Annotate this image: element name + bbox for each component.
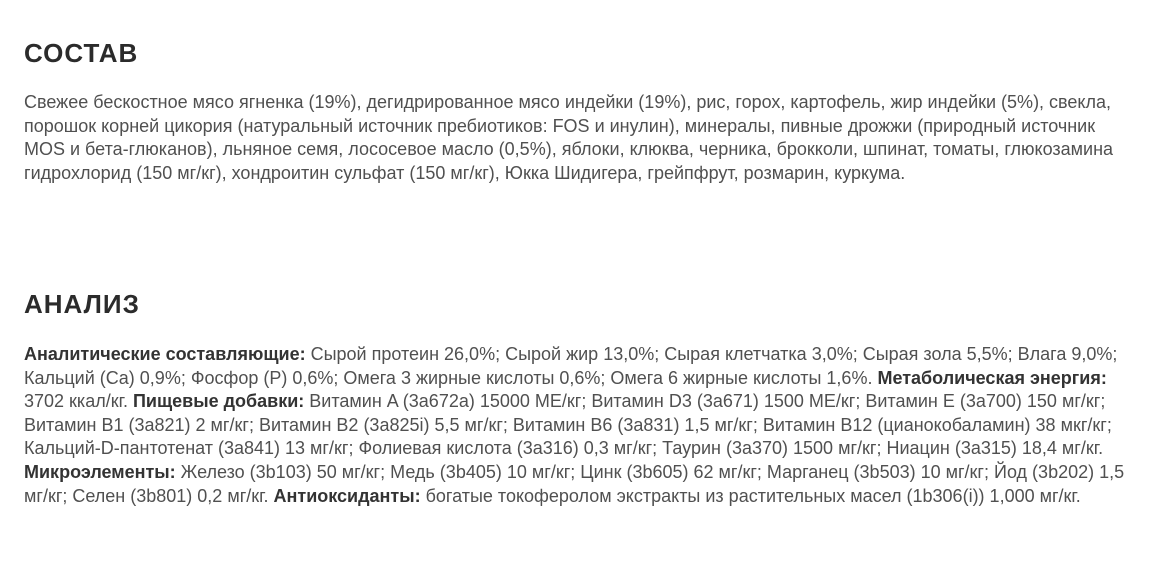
- analysis-heading: АНАЛИЗ: [24, 289, 140, 319]
- trace-elements-label: Микроэлементы:: [24, 461, 176, 482]
- antioxidants-value: богатые токоферолом экстракты из растительных масел (1b306(i)) 1,000 мг/кг.: [420, 485, 1081, 506]
- nutritional-additives-value: Витамин A (3a672a) 15000 МЕ/кг; Витамин D3 (3a671) 1500 МЕ/кг; Витамин E (3a700) 150 мг/кг; Витамин B1 (3a821) 2 мг/кг; Витамин B2 (3a825i) 5,5 мг/кг; Витамин B6 (3a831) 1,5 мг/кг; Витамин B12 (цианокобаламин) 38 мкг/кг; Кальций-D-пантотенат (3a841) 13 мг/кг; Фолиевая кислота (3a316) 0,3 мг/кг; Таурин (3a370) 1500 мг/кг; Ниацин (3a315) 18,4 мг/кг.: [24, 391, 1112, 459]
- metabolic-energy-value: 3702 ккал/кг.: [24, 391, 133, 412]
- composition-text: Свежее бескостное мясо ягненка (19%), дегидрированное мясо индейки (19%), рис, горох, картофель, жир индейки (5%), свекла, порошок корней цикория (натуральный источник пребиотиков: FOS и инулин), минералы, пивные дрожжи (природный источник MOS и бета-глюканов), льняное семя, лососевое масло (0,5%), яблоки, клюква, черника, брокколи, шпинат, томаты, глюкозамина гидрохлорид (150 мг/кг), хондроитин сульфат (150 мг/кг), Юкка Шидигера, грейпфрут, розмарин, куркума.: [24, 92, 1114, 183]
- analytical-components-label: Аналитические составляющие:: [24, 344, 306, 364]
- nutritional-additives-label: Пищевые добавки:: [132, 391, 305, 412]
- trace-elements-value: Железо (3b103) 50 мг/кг; Медь (3b405) 10 мг/кг; Цинк (3b605) 62 мг/кг; Марганец (3b503) 10 мг/кг; Йод (3b202) 1,5 мг/кг; Селен (3b801) 0,2 мг/кг.: [24, 461, 1125, 506]
- analytical-components-value: Сырой протеин 26,0%; Сырой жир 13,0%; Сырая клетчатка 3,0%; Сырая зола 5,5%; Влага 9,0%; Кальций (Ca) 0,9%; Фосфор (P) 0,6%; Омега 3 жирные кислоты 0,6%; Омега 6 жирные кислоты 1,6%.: [24, 344, 1118, 388]
- composition-heading: СОСТАВ: [24, 38, 139, 68]
- analysis-text: [24, 343, 1129, 508]
- antioxidants-label: Антиоксиданты:: [273, 485, 421, 506]
- metabolic-energy-label: Метаболическая энергия:: [877, 367, 1107, 388]
